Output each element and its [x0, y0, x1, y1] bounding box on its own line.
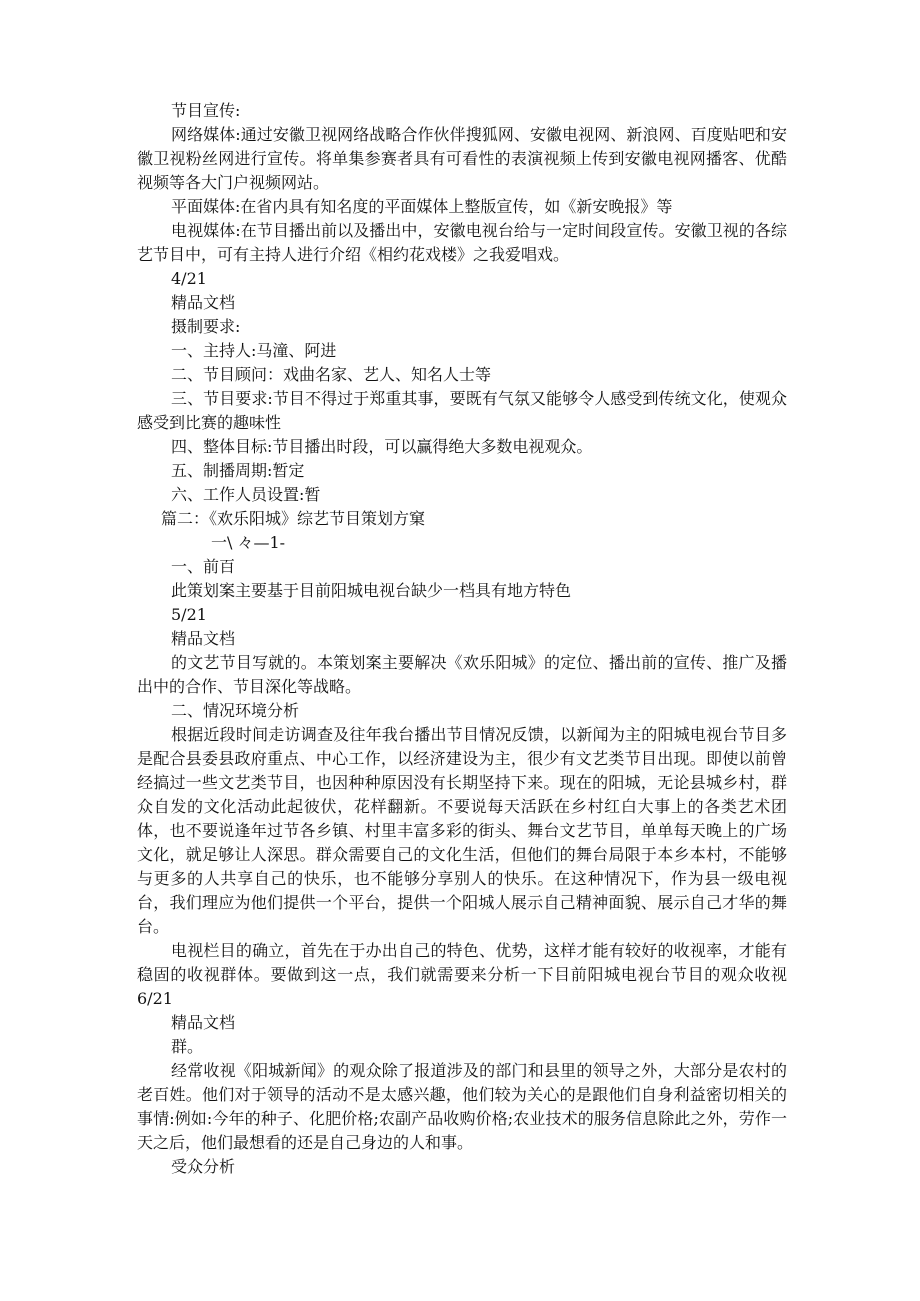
watermark-label: 精品文档	[171, 293, 236, 312]
preface-paragraph-start: 此策划案主要基于目前阳城电视台缺少一档具有地方特色	[171, 581, 572, 600]
requirements-heading: 摄制要求:	[171, 317, 241, 336]
part-subtitle: 一\ 々—1-	[211, 533, 286, 552]
part-title: 篇二：《欢乐阳城》综艺节目策划方窠	[161, 509, 426, 528]
analysis-paragraph: 群。	[171, 1037, 204, 1056]
requirement-item: 五、制播周期:暂定	[171, 461, 305, 480]
requirement-item: 二、节目顾问：戏曲名家、艺人、知名人士等	[171, 365, 492, 384]
analysis-paragraph: 根据近段时间走访调查及往年我台播出节目情况反馈，以新闻为主的阳城电视台节目多是配合县委县政府重点、中心工作，以经济建设为主，很少有文艺类节目出现。即使以前曾经搞过一些文艺类节目，也因种种原因没有长期坚持下来。现在的阳城，无论县城乡村，群众自发的文化活动此起彼伏，花样翻新。不要说每天活跃在乡村红白大事上的各类艺术团体，也不要说逢年过节各乡镇、村里丰富多彩的街头、舞台文艺节目，单单每天晚上的广场文化，就足够让人深思。群众需要自己的文化生活，但他们的舞台局限于本乡本村，不能够与更多的人共享自己的快乐，也不能够分享别人的快乐。在这种情况下，作为县一级电视台，我们理应为他们提供一个平台，提供一个阳城人展示自己精神面貌、展示自己才华的舞台。	[137, 725, 787, 936]
analysis-paragraph: 经常收视《阳城新闻》的观众除了报道涉及的部门和县里的领导之外，大部分是农村的老百姓。他们对于领导的活动不是太感兴趣，他们较为关心的是跟他们自身利益密切相关的事情:例如:今年的种子、化肥价格;农副产品收购价格;农业技术的服务信息除此之外，劳作一天之后，他们最想看的还是自己身边的人和事。	[137, 1061, 787, 1152]
watermark-label: 精品文档	[171, 1013, 236, 1032]
requirement-item: 三、节目要求:节目不得过于郑重其事，要既有气氛又能够令人感受到传统文化，使观众感受到比赛的趣味性	[137, 389, 787, 432]
network-media-paragraph: 网络媒体:通过安徽卫视网络战略合作伙伴搜狐网、安徽电视网、新浪网、百度贴吧和安徽卫视粉丝网进行宣传。将单集参赛者具有可看性的表演视频上传到安徽电视网播客、优酷视频等各大门户视频网站。	[137, 125, 787, 192]
tv-media-paragraph: 电视媒体:在节目播出前以及播出中，安徽电视台给与一定时间段宣传。安徽卫视的各综艺节目中，可有主持人进行介绍《相约花戏楼》之我爱唱戏。	[137, 221, 787, 264]
page-number: 4/21	[171, 269, 207, 288]
section-heading: 受众分析	[171, 1157, 236, 1176]
page-number: 5/21	[171, 605, 207, 624]
analysis-paragraph: 电视栏目的确立，首先在于办出自己的特色、优势，这样才能有较好的收视率，才能有稳固的收视群体。要做到这一点，我们就需要来分析一下目前阳城电视台节目的观众收视 6/21	[137, 941, 787, 1008]
requirement-item: 一、主持人:马潼、阿进	[171, 341, 337, 360]
watermark-label: 精品文档	[171, 629, 236, 648]
print-media-paragraph: 平面媒体:在省内具有知名度的平面媒体上整版宣传，如《新安晚报》等	[171, 197, 673, 216]
requirement-item: 六、工作人员设置:暂	[171, 485, 321, 504]
section-heading: 二、情况环境分析	[171, 701, 300, 720]
preface-paragraph-end: 的文艺节目写就的。本策划案主要解决《欢乐阳城》的定位、播出前的宣传、推广及播出中的合作、节目深化等战略。	[137, 653, 787, 696]
document-body	[137, 99, 787, 1179]
requirement-item: 四、整体目标:节目播出时段，可以赢得绝大多数电视观众。	[171, 437, 593, 456]
section-heading: 一、前百	[171, 557, 236, 576]
publicity-heading: 节目宣传:	[171, 101, 241, 120]
